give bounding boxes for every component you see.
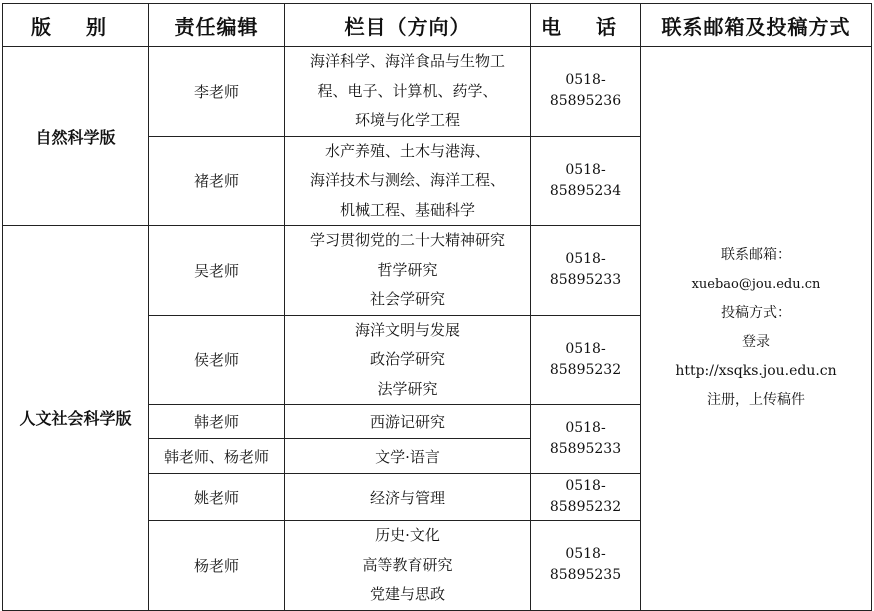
editor-cell: 李老师 xyxy=(149,47,285,137)
phone-prefix: 0518- xyxy=(565,161,606,178)
header-contact: 联系邮箱及投稿方式 xyxy=(641,4,872,47)
phone-prefix: 0518- xyxy=(565,546,606,563)
phone-number: 85895233 xyxy=(549,441,622,457)
phone-number: 85895235 xyxy=(549,567,622,584)
topics-cell xyxy=(285,226,531,316)
phone-cell xyxy=(531,521,641,611)
phone-number: 85895232 xyxy=(549,499,622,515)
topic-line: 学习贯彻党的二十大精神研究 xyxy=(309,231,505,249)
login-text: 登录 xyxy=(742,334,770,351)
topic-line: 环境与化学工程 xyxy=(354,111,460,129)
topic-line: 机械工程、基础科学 xyxy=(339,200,475,219)
topic-line: 法学研究 xyxy=(377,379,438,398)
phone-number: 85895236 xyxy=(549,93,622,110)
topics-cell xyxy=(285,136,531,226)
header-edition: 版 别 xyxy=(3,4,149,47)
topic-line: 水产养殖、土木与港海、 xyxy=(324,141,490,160)
header-row xyxy=(3,4,872,47)
editor-cell: 吴老师 xyxy=(149,226,285,316)
header-editor: 责任编辑 xyxy=(149,4,285,47)
topic-line: 程、电子、计算机、药学、 xyxy=(317,81,498,100)
phone-prefix: 0518- xyxy=(565,251,606,268)
topic-line: 社会学研究 xyxy=(369,290,445,308)
topic-line: 哲学研究 xyxy=(377,260,438,279)
submit-label: 投稿方式： xyxy=(721,305,791,322)
editor-cell: 杨老师 xyxy=(149,521,285,611)
edition-natural-science: 自然科学版 xyxy=(3,47,149,226)
email-label: 联系邮箱： xyxy=(721,247,791,264)
topics-cell: 文学·语言 xyxy=(285,439,531,474)
register-text: 注册，上传稿件 xyxy=(707,392,805,409)
phone-prefix: 0518- xyxy=(565,72,606,89)
editor-cell: 褚老师 xyxy=(149,136,285,226)
editor-cell: 侯老师 xyxy=(149,315,285,405)
edition-humanities: 人文社会科学版 xyxy=(3,226,149,611)
topics-cell: 经济与管理 xyxy=(285,474,531,521)
contact-cell xyxy=(641,47,872,611)
email-address[interactable]: xuebao@jou.edu.cn xyxy=(691,277,821,293)
submission-url[interactable]: http://xsqks.jou.edu.cn xyxy=(675,363,837,380)
phone-number: 85895234 xyxy=(549,182,622,199)
editor-cell: 韩老师 xyxy=(149,405,285,439)
editor-cell: 姚老师 xyxy=(149,474,285,521)
topic-line: 海洋技术与测绘、海洋工程、 xyxy=(309,171,505,189)
phone-cell xyxy=(531,136,641,226)
topics-cell: 西游记研究 xyxy=(285,405,531,439)
phone-cell xyxy=(531,405,641,474)
phone-number: 85895233 xyxy=(549,272,622,289)
topic-line: 政治学研究 xyxy=(369,350,445,368)
topic-line: 海洋文明与发展 xyxy=(354,320,460,339)
phone-number: 85895232 xyxy=(549,361,622,378)
topic-line: 历史·文化 xyxy=(375,526,440,544)
phone-cell xyxy=(531,474,641,521)
topic-line: 海洋科学、海洋食品与生物工 xyxy=(309,52,505,70)
phone-cell xyxy=(531,226,641,316)
topic-line: 高等教育研究 xyxy=(362,555,453,574)
header-column: 栏目（方向） xyxy=(285,4,531,47)
submission-info-table xyxy=(2,3,872,611)
phone-prefix: 0518- xyxy=(565,420,606,436)
table-row xyxy=(3,47,872,137)
topics-cell xyxy=(285,315,531,405)
topic-line: 党建与思政 xyxy=(369,585,445,603)
phone-cell xyxy=(531,315,641,405)
phone-cell xyxy=(531,47,641,137)
header-phone: 电 话 xyxy=(531,4,641,47)
editor-cell: 韩老师、杨老师 xyxy=(149,439,285,474)
topics-cell xyxy=(285,47,531,137)
topics-cell xyxy=(285,521,531,611)
phone-prefix: 0518- xyxy=(565,340,606,357)
phone-prefix: 0518- xyxy=(565,478,606,494)
